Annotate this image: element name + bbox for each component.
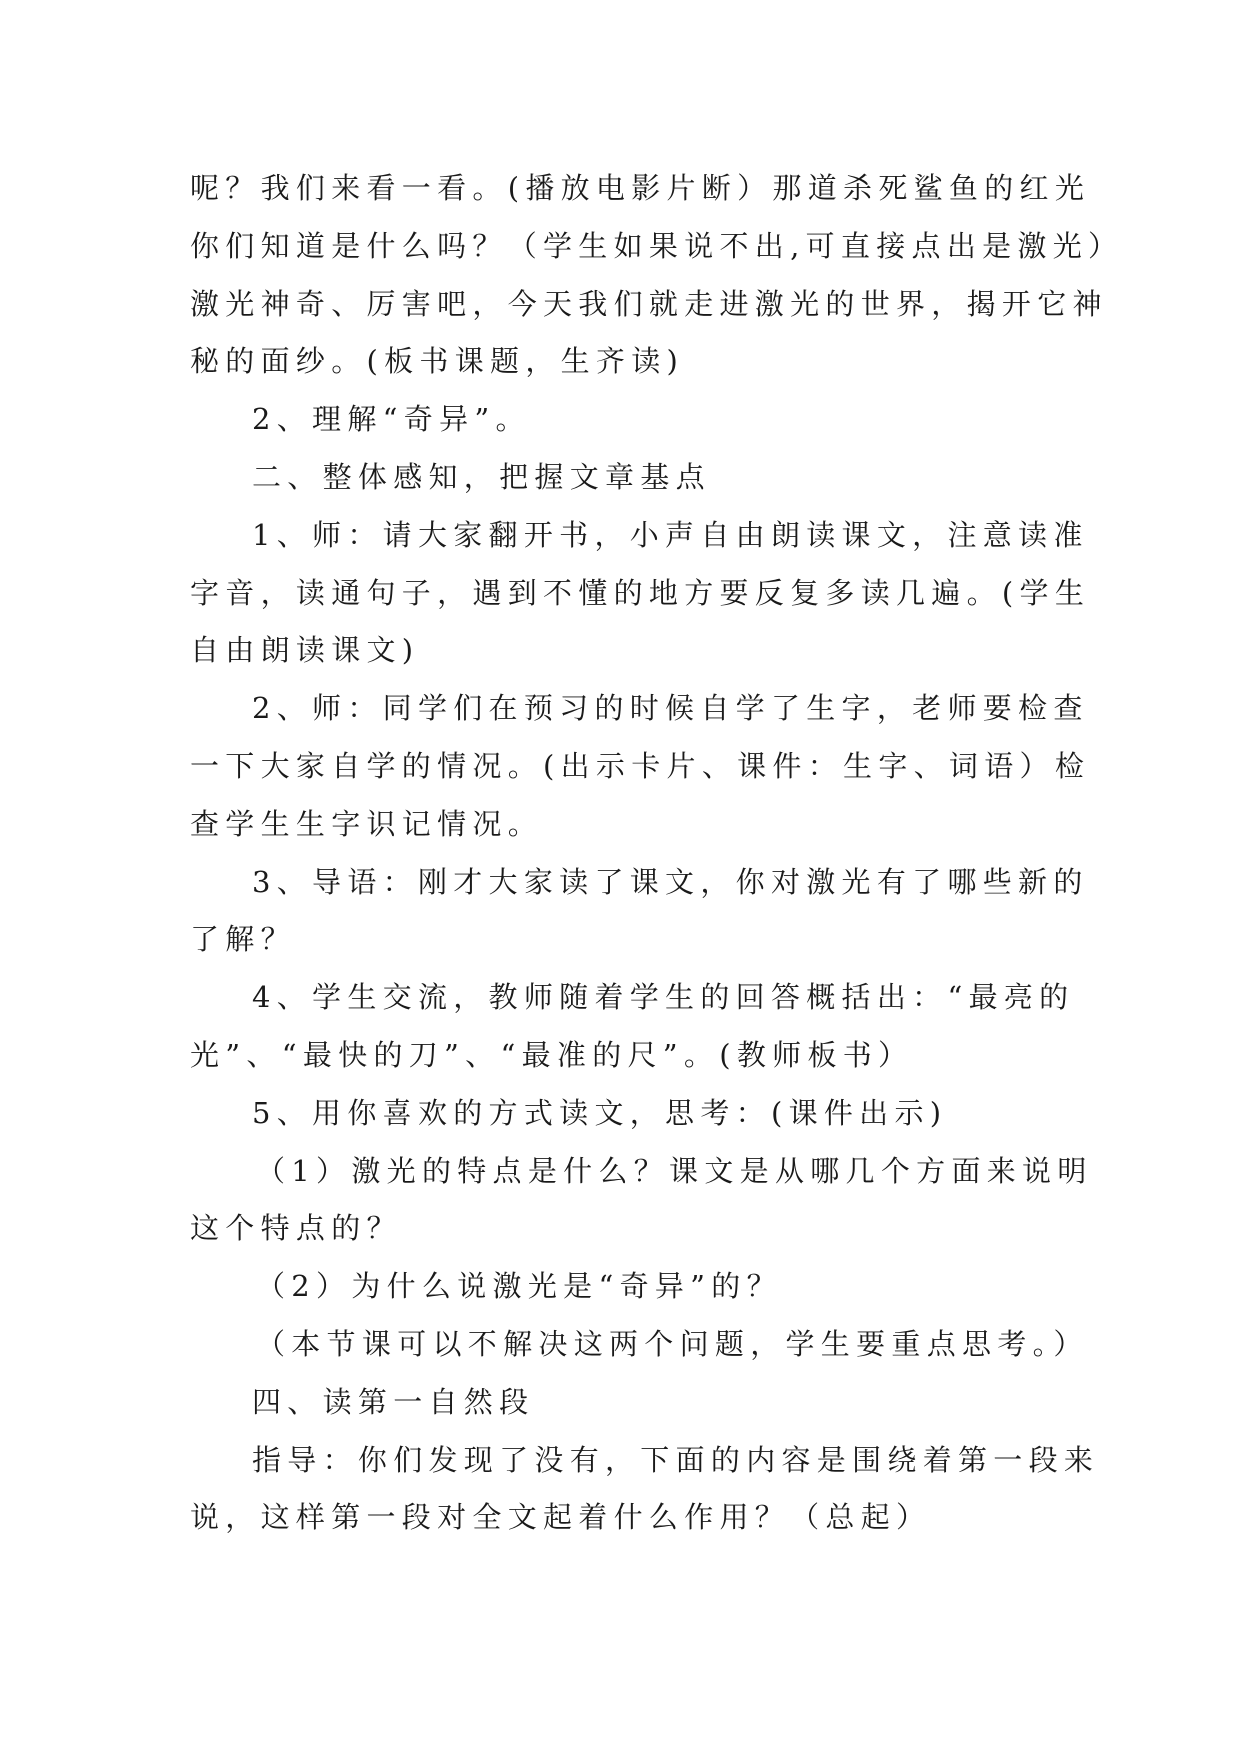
- text-line-12: 查学生生字识记情况。: [190, 806, 544, 841]
- text-line-11: 一下大家自学的情况。(出示卡片、课件：生字、词语）检: [190, 748, 1091, 783]
- text-line-15: 4、学生交流，教师随着学生的回答概括出：“最亮的: [252, 980, 1075, 1015]
- note-line: （本节课可以不解决这两个问题，学生要重点思考。）: [256, 1326, 1089, 1361]
- text-line-13: 3、导语：刚才大家读了课文，你对激光有了哪些新的: [252, 864, 1089, 899]
- text-line-8: 字音，读通句子，遇到不懂的地方要反复多读几遍。(学生: [190, 575, 1091, 610]
- text-line-17: 5、用你喜欢的方式读文，思考：(课件出示): [252, 1095, 948, 1130]
- text-line-7: 1、师：请大家翻开书，小声自由朗读课文，注意读准: [252, 517, 1089, 552]
- document-body: [190, 160, 1124, 1547]
- question-2: （2）为什么说激光是“奇异”的？: [256, 1269, 782, 1304]
- text-line-4: 秘的面纱。(板书课题，生齐读): [190, 344, 685, 379]
- section-heading-2: 二、整体感知，把握文章基点: [252, 459, 711, 494]
- text-line-9: 自由朗读课文): [190, 633, 420, 668]
- text-line-23: 指导：你们发现了没有，下面的内容是围绕着第一段来: [252, 1442, 1100, 1477]
- section-heading-4: 四、读第一自然段: [252, 1384, 535, 1419]
- text-line-10: 2、师：同学们在预习的时候自学了生字，老师要检查: [252, 691, 1089, 726]
- text-line-24: 说，这样第一段对全文起着什么作用？（总起）: [190, 1500, 932, 1535]
- text-line-14: 了解？: [190, 922, 296, 957]
- text-line-1: 呢？我们来看一看。(播放电影片断）那道杀死鲨鱼的红光: [190, 171, 1091, 205]
- text-line-2: 你们知道是什么吗？（学生如果说不出,可直接点出是激光）: [190, 228, 1124, 263]
- text-line-3: 激光神奇、厉害吧，今天我们就走进激光的世界，揭开它神: [190, 286, 1108, 321]
- question-1: （1）激光的特点是什么？课文是从哪几个方面来说明: [256, 1153, 1093, 1188]
- text-line-19: 这个特点的？: [190, 1211, 402, 1246]
- text-line-16: 光”、“最快的刀”、“最准的尺”。(教师板书）: [190, 1037, 914, 1072]
- text-line-5: 2、理解“奇异”。: [252, 402, 531, 437]
